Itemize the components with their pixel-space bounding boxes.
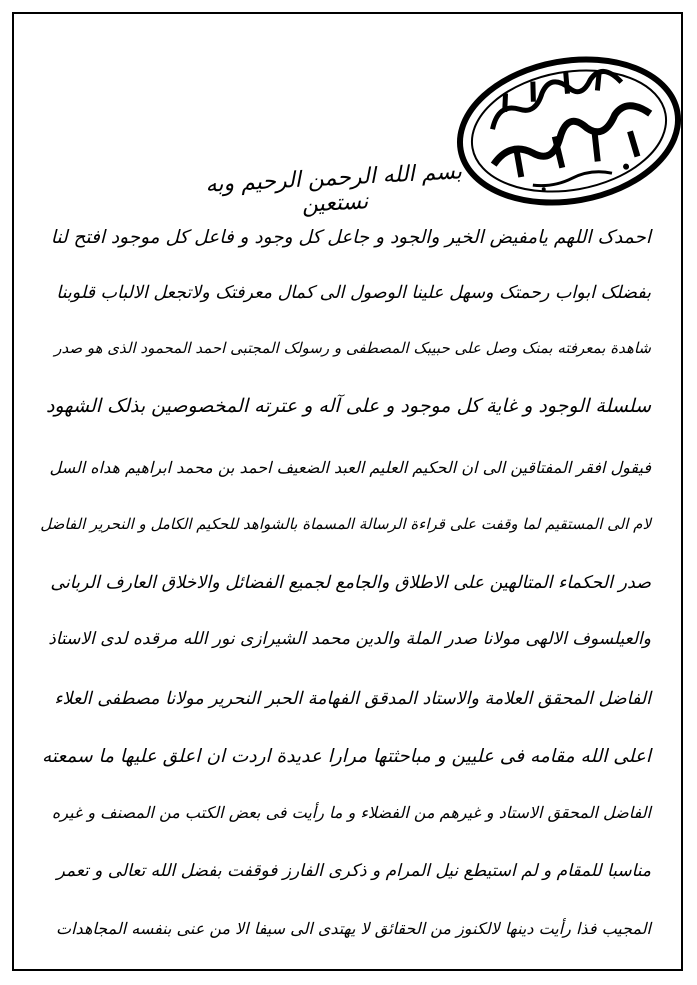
text-line-10: اعلی الله مقامه فی علیین و مباحثتها مرارا عدیدة اردت ان اعلق علیها ما سمعته [41, 746, 651, 767]
text-line-13: المجیب فذا رأیت دینها لالکنوز من الحقائق لا یهتدی الی سیفا الا من عنی بنفسه المجاهدات [56, 919, 651, 938]
library-seal [443, 37, 696, 225]
text-line-11: الفاضل المحقق الاستاد و غیرهم من الفضلاء و ما رأیت فی بعض الکتب من المصنف و غیره [51, 803, 651, 822]
text-line-9: الفاضل المحقق العلامة والاستاد المدقق الفهامة الحبر النحریر مولانا مصطفی العلاء [54, 689, 651, 709]
manuscript-page [12, 12, 683, 971]
text-line-8: والعیلسوف الالهی مولانا صدر الملة والدین محمد الشیرازی نور الله مرقده لدی الاستاذ [48, 629, 651, 649]
text-line-1: احمدک اللهم یامفیض الخیر والجود و جاعل کل وجود و فاعل کل موجود افتح لنا [50, 227, 651, 248]
text-line-12: مناسبا للمقام و لم استیطع نیل المرام و ذکری الفارز فوقفت بفضل الله تعالی و تعمر [56, 861, 651, 881]
text-line-4: سلسلة الوجود و غایة کل موجود و علی آله و عترته المخصوصین بذلک الشهود [45, 395, 651, 417]
text-line-3: شاهدة بمعرفته بمنک وصل علی حبیبک المصطفی و رسولک المجتبی احمد المحمود الذی هو صدر [54, 339, 651, 357]
text-line-5: فیقول افقر المفتاقین الی ان الحکیم العلیم العبد الضعیف احمد بن محمد ابراهیم هداه السل [49, 458, 651, 477]
text-line-2: بفضلک ابواب رحمتک وسهل علینا الوصول الی کمال معرفتک ولاتجعل الالباب قلوبنا [56, 283, 651, 303]
basmala-heading: بسم الله الرحمن الرحیم وبه نستعین [204, 159, 463, 218]
text-line-7: صدر الحکماء المتالهین علی الاطلاق والجامع لجمیع الفضائل والاخلاق العارف الربانی [50, 573, 651, 593]
seal-stamp-image [443, 37, 696, 225]
text-line-6: لام الی المستقیم لما وقفت علی قراءة الرسالة المسماة بالشواهد للحکیم الکامل و النحریر الفاضل [40, 515, 651, 533]
